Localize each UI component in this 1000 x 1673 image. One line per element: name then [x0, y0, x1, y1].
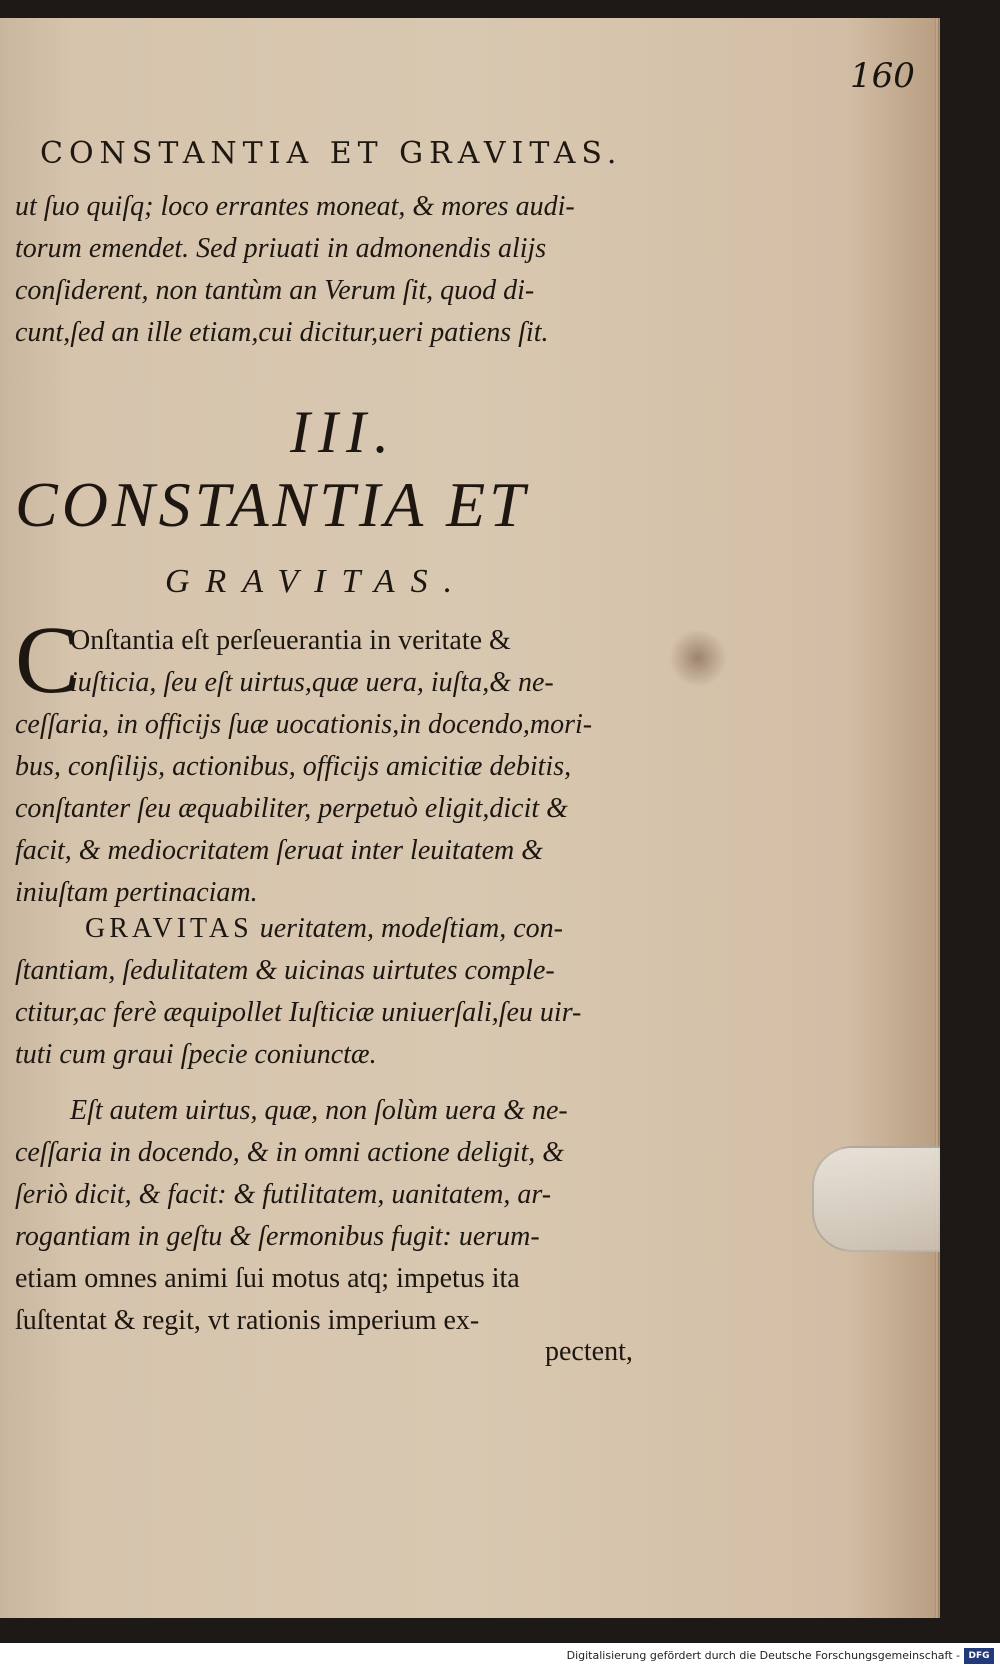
text-line: facit, & mediocritatem ſeruat inter leuitatem &	[15, 835, 544, 866]
text-line: Onſtantia eſt perſeuerantia in veritate &	[70, 625, 511, 656]
catchword: pectent,	[545, 1336, 633, 1367]
dfg-logo-icon: DFG	[964, 1648, 994, 1664]
text-line: iniuſtam pertinaciam.	[15, 877, 258, 908]
page-edges	[935, 18, 940, 1618]
text-line: etiam omnes animi ſui motus atq; impetus ita	[15, 1263, 520, 1294]
text-line: conſtanter ſeu æquabiliter, perpetuò eligit,dicit &	[15, 793, 568, 824]
funding-credit: Digitalisierung gefördert durch die Deutsche Forschungsgemeinschaft -	[566, 1649, 960, 1662]
book-page	[0, 18, 940, 1618]
text-span: ueritatem, modeſtiam, con-	[259, 913, 563, 944]
text-line: ceſſaria, in officijs ſuæ uocationis,in docendo,mori-	[15, 709, 593, 740]
text-line: bus, conſilijs, actionibus, officijs amicitiæ debitis,	[15, 751, 572, 782]
paragraph-gravitas	[15, 908, 695, 1076]
text-line: torum emendet. Sed priuati in admonendis alijs	[15, 233, 547, 264]
text-line: ut ſuo quiſq; loco errantes moneat, & mores audi-	[15, 191, 575, 222]
paragraph-constantia	[15, 620, 695, 914]
chapter-title: CONSTANTIA ET	[15, 469, 529, 540]
text-line: ſuſtentat & regit, vt rationis imperium ex-	[15, 1305, 480, 1336]
text-line: iuſticia, ſeu eſt uirtus,quæ uera, iuſta,& ne-	[70, 667, 554, 698]
text-line: tuti cum graui ſpecie coniunctæ.	[15, 1039, 377, 1070]
top-text	[15, 186, 695, 354]
lead-word: GRAVITAS	[85, 913, 253, 944]
page-clip	[812, 1146, 940, 1252]
drop-capital: C	[15, 606, 80, 713]
chapter-subtitle: GRAVITAS.	[165, 563, 469, 600]
running-head: CONSTANTIA ET GRAVITAS.	[40, 136, 623, 171]
text-line: ceſſaria in docendo, & in omni actione deligit, &	[15, 1137, 565, 1168]
text-line: ſeriò dicit, & facit: & futilitatem, uanitatem, ar-	[15, 1179, 552, 1210]
text-line: ſtantiam, ſedulitatem & uicinas uirtutes comple-	[15, 955, 555, 986]
text-line	[15, 908, 695, 950]
page-number: 160	[850, 56, 915, 96]
text-line: ctitur,ac ferè æquipollet Iuſticiæ uniuerſali,ſeu uir-	[15, 997, 582, 1028]
paragraph-est-autem	[15, 1090, 695, 1342]
text-line: rogantiam in geſtu & ſermonibus fugit: uerum-	[15, 1221, 540, 1252]
text-line: conſiderent, non tantùm an Verum ſit, quod di-	[15, 275, 535, 306]
footer-bar	[0, 1643, 1000, 1673]
chapter-number: III.	[290, 399, 397, 465]
text-line: cunt,ſed an ille etiam,cui dicitur,ueri patiens ſit.	[15, 317, 549, 348]
text-line: Eſt autem uirtus, quæ, non ſolùm uera & ne-	[70, 1095, 568, 1126]
